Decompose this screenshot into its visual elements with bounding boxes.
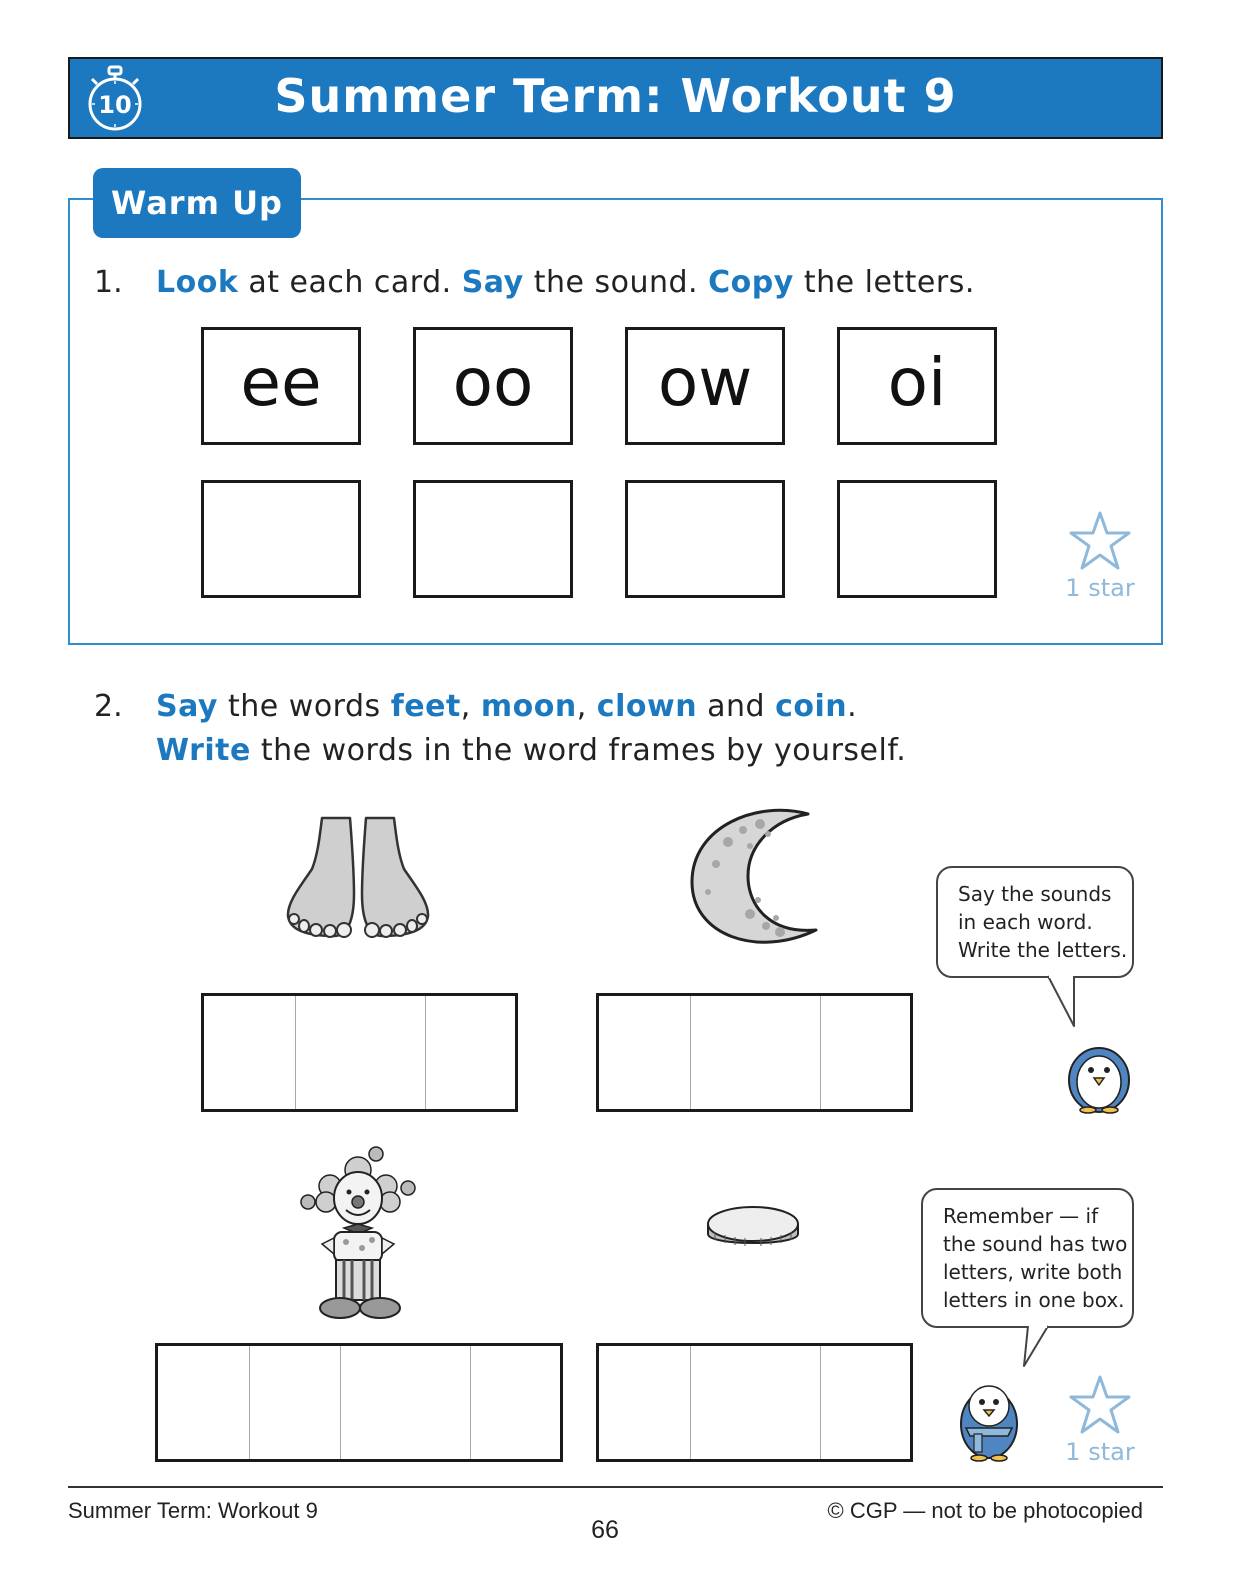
q1-text-1: at each card. (238, 265, 462, 300)
star-outline-icon (1068, 1374, 1132, 1436)
footer-left: Summer Term: Workout 9 (68, 1498, 318, 1523)
keyword-say: Say (156, 689, 218, 724)
timer-number: 10 (98, 91, 132, 119)
header-banner (68, 57, 1163, 139)
word-frame-clown[interactable] (155, 1343, 563, 1462)
word-frame-coin[interactable] (596, 1343, 913, 1462)
word-coin: coin (775, 689, 848, 724)
question-2-line-2 (156, 733, 906, 768)
star-rating-2[interactable] (1060, 1374, 1140, 1474)
word-frame-feet[interactable] (201, 993, 518, 1112)
star-label: 1 star (1065, 574, 1135, 602)
letter-card-oi (837, 327, 997, 445)
bubble-1-line-3: Write the letters. (958, 938, 1128, 962)
q2-sep-1: , (460, 689, 481, 724)
keyword-say: Say (461, 265, 524, 300)
bubble-1-line-2: in each word. (958, 910, 1093, 934)
penguin-icon (1062, 1030, 1136, 1114)
bubble-2-line-4: letters in one box. (943, 1288, 1125, 1312)
card-letters: oi (887, 343, 947, 421)
card-letters: ow (657, 343, 753, 421)
q2-text-2: the words in the word frames by yourself. (250, 733, 907, 768)
letter-card-ow (625, 327, 785, 445)
coin-icon (705, 1202, 801, 1254)
word-frame-moon[interactable] (596, 993, 913, 1112)
star-rating-1[interactable] (1060, 510, 1140, 610)
question-2-line-1 (156, 689, 857, 724)
copy-box-1[interactable] (201, 480, 361, 598)
clown-icon (300, 1146, 418, 1320)
bubble-1-line-1: Say the sounds (958, 882, 1112, 906)
question-1-number: 1. (94, 265, 123, 300)
copy-box-4[interactable] (837, 480, 997, 598)
star-label: 1 star (1065, 1438, 1135, 1466)
speech-bubble-tip-2 (921, 1188, 1134, 1328)
q2-sep-4: . (847, 689, 858, 724)
card-letters: oo (452, 343, 534, 421)
warm-up-tab: Warm Up (93, 168, 301, 238)
q1-text-2: the sound. (523, 265, 709, 300)
keyword-write: Write (156, 733, 251, 768)
footer-divider (68, 1486, 1163, 1488)
question-1-text (156, 265, 975, 300)
copy-box-2[interactable] (413, 480, 573, 598)
q1-text-3: the letters. (793, 265, 975, 300)
word-clown: clown (596, 689, 698, 724)
letter-card-oo (413, 327, 573, 445)
moon-icon (688, 806, 820, 952)
word-feet: feet (390, 689, 461, 724)
card-letters: ee (240, 343, 322, 421)
keyword-look: Look (156, 265, 239, 300)
page-title: Summer Term: Workout 9 (274, 69, 957, 123)
letter-card-ee (201, 327, 361, 445)
bubble-2-line-1: Remember — if (943, 1204, 1099, 1228)
keyword-copy: Copy (708, 265, 794, 300)
footer-right: © CGP — not to be photocopied (827, 1498, 1143, 1523)
question-2-number: 2. (94, 689, 123, 724)
star-outline-icon (1068, 510, 1132, 572)
page-number: 66 (591, 1516, 619, 1544)
bubble-2-line-3: letters, write both (943, 1260, 1123, 1284)
copy-box-3[interactable] (625, 480, 785, 598)
speech-bubble-tail-2 (1018, 1324, 1058, 1370)
feet-icon (282, 814, 434, 940)
q2-sep-3: and (697, 689, 776, 724)
speech-bubble-tail-1 (1040, 974, 1080, 1032)
q2-text-1: the words (217, 689, 391, 724)
speech-bubble-tip-1 (936, 866, 1134, 978)
bubble-2-line-2: the sound has two (943, 1232, 1128, 1256)
penguin-icon (952, 1370, 1026, 1462)
q2-sep-2: , (576, 689, 597, 724)
word-moon: moon (480, 689, 577, 724)
